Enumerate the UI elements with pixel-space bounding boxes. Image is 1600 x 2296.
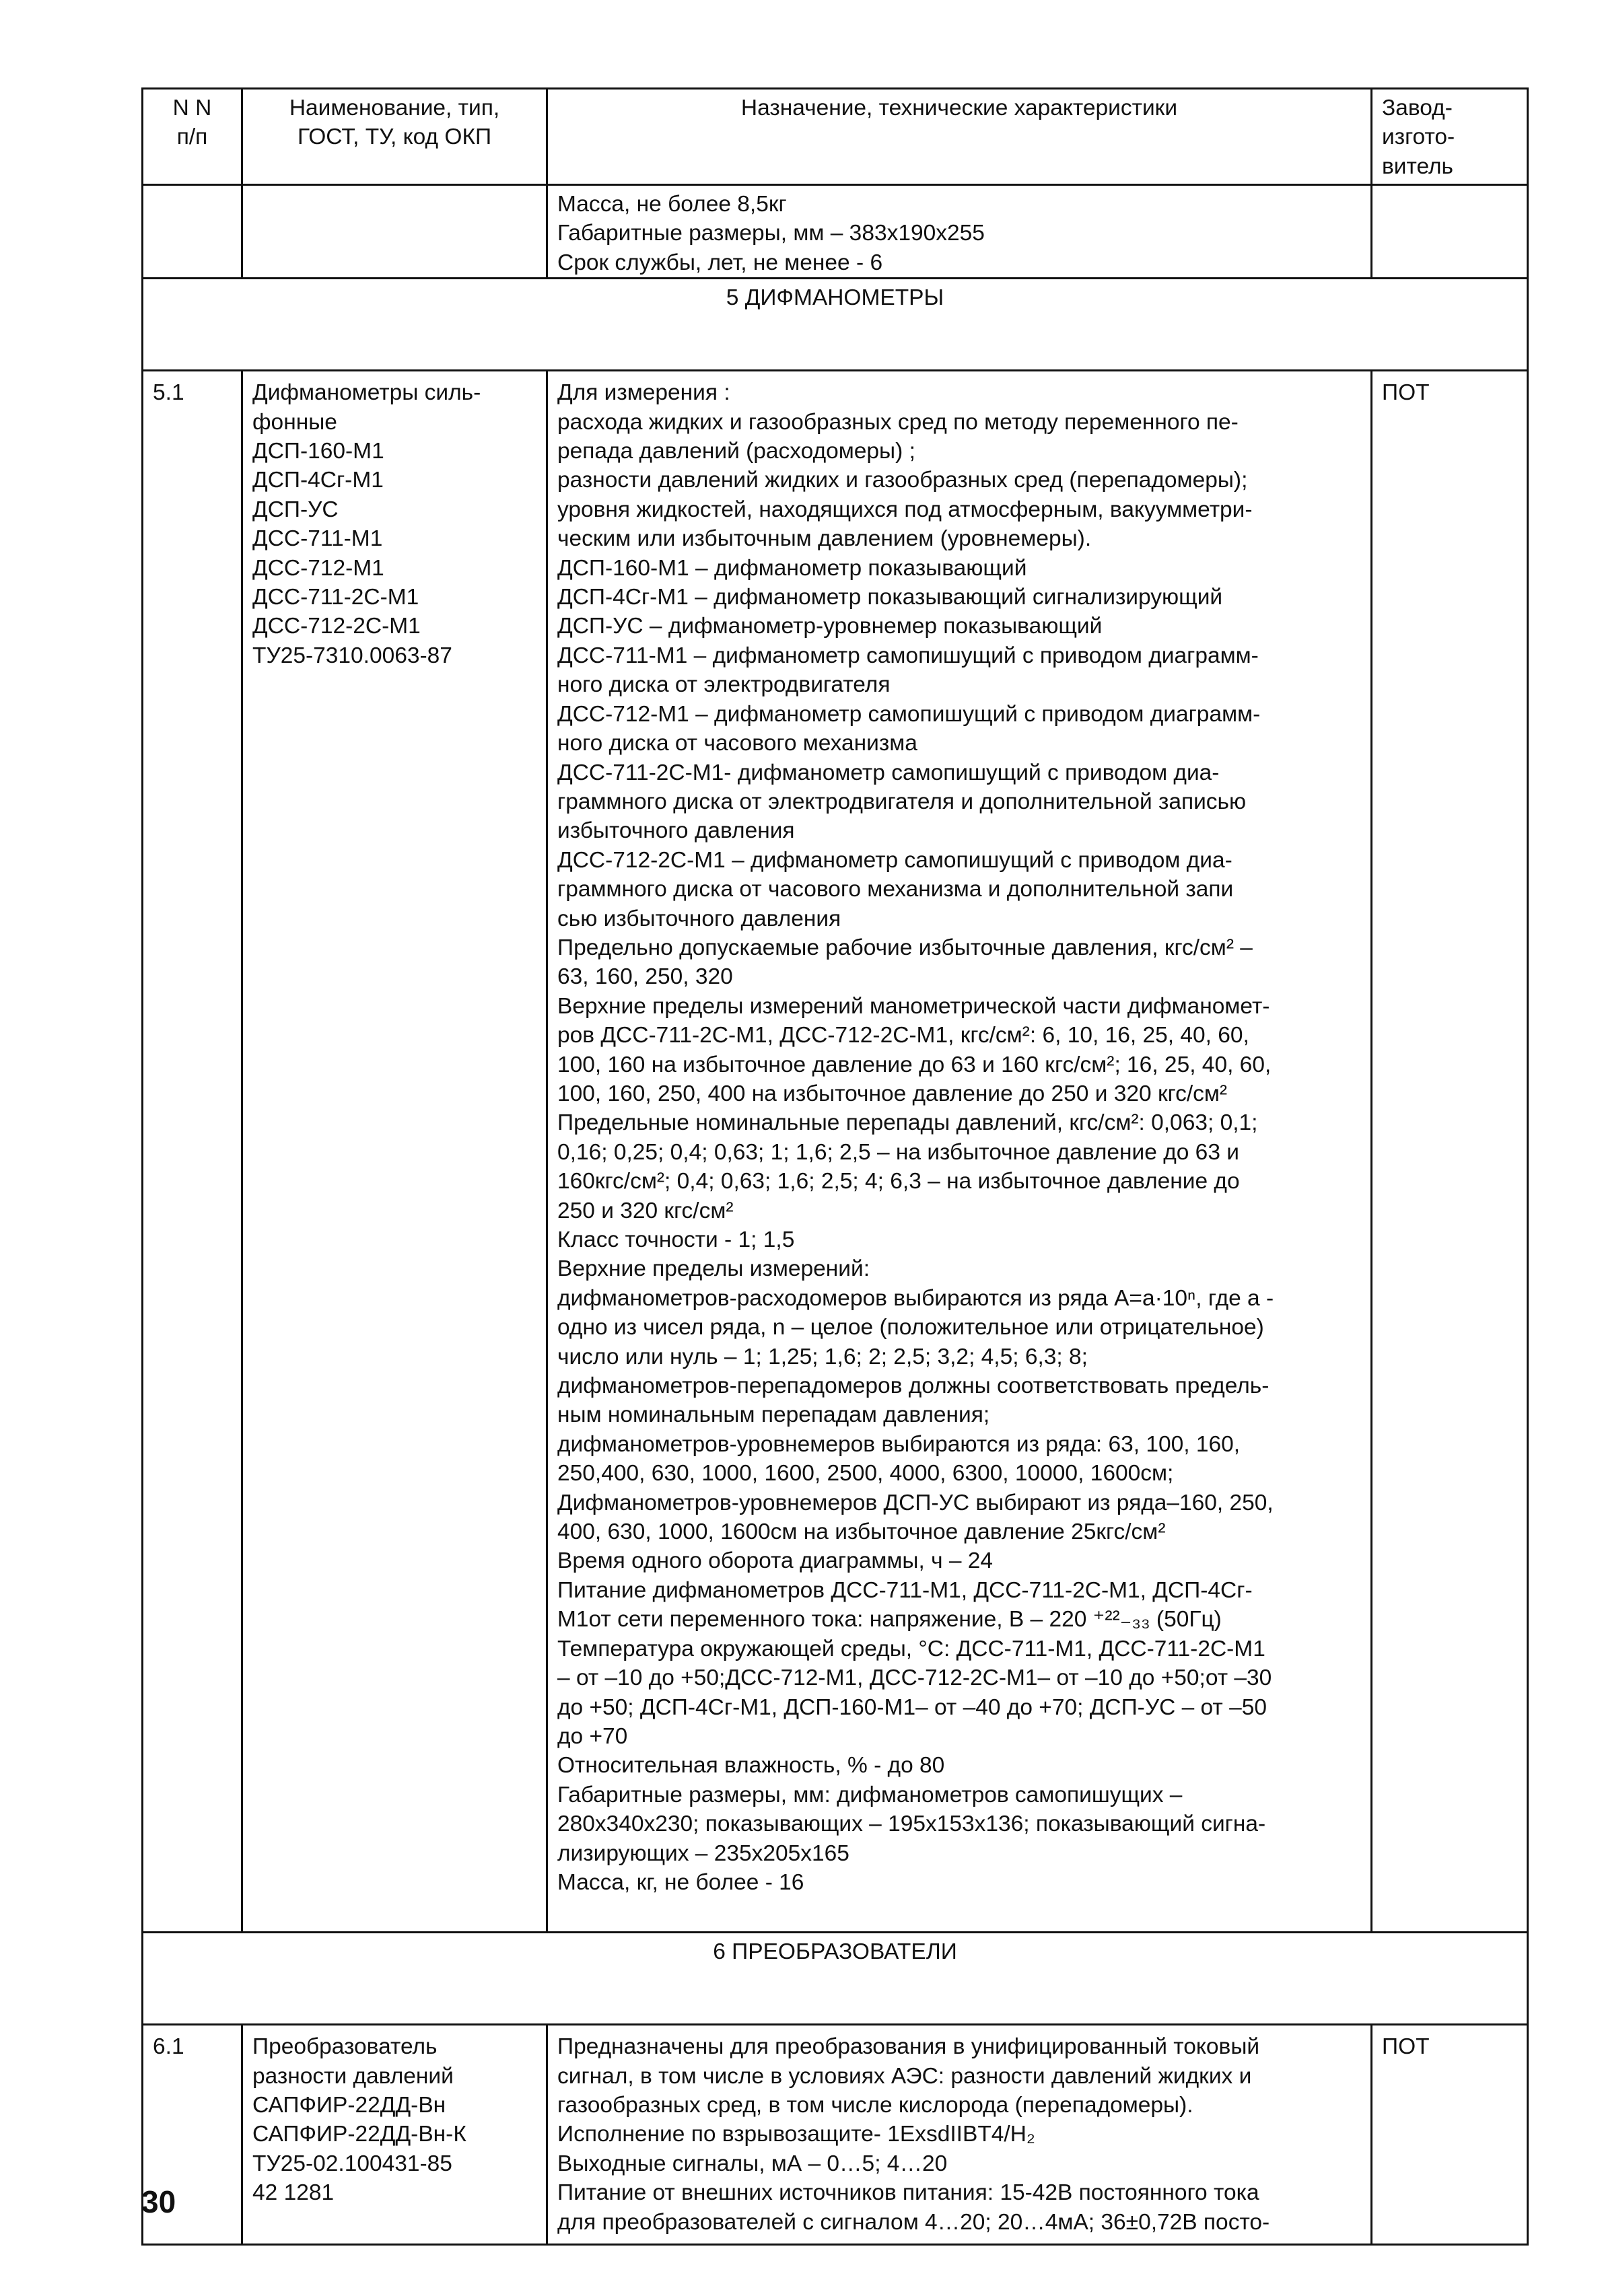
name-line: ТУ25-7310.0063-87	[252, 643, 452, 668]
name-line: ДСС-712-М1	[252, 555, 384, 581]
section-row	[143, 1933, 1528, 2025]
row-purpose-cell	[547, 371, 1372, 1933]
spec-line: расхода жидких и газообразных сред по методу переменного пе-	[557, 409, 1239, 435]
spec-line: Масса, кг, не более - 16	[557, 1869, 804, 1895]
header-text: N N	[172, 96, 212, 120]
spec-line: Для измерения :	[557, 380, 730, 406]
continuation-name-cell	[242, 185, 547, 279]
spec-line: Время одного оборота диаграммы, ч – 24	[557, 1548, 994, 1574]
continuation-row	[143, 185, 1528, 279]
continuation-maker-cell	[1372, 185, 1528, 279]
section-title: 6 ПРЕОБРАЗОВАТЕЛИ	[143, 1933, 1528, 2025]
spec-line: дифманометров-перепадомеров должны соответствовать предель-	[557, 1373, 1269, 1399]
spec-line: сигнал, в том числе в условиях АЭС: разности давлений жидких и	[557, 2063, 1252, 2089]
spec-line: Дифманометров-уровнемеров ДСП-УС выбирают из ряда–160, 250,	[557, 1490, 1274, 1515]
name-line: ДСП-4Сг-М1	[252, 468, 384, 493]
row-name-cell	[242, 371, 547, 1933]
spec-line: 250 и 320 кгс/см²	[557, 1198, 734, 1223]
header-num-cell	[143, 89, 242, 185]
header-text: Наименование, тип,	[289, 96, 500, 120]
name-line: ДСП-160-М1	[252, 439, 384, 464]
name-line: фонные	[252, 409, 337, 435]
spec-line: Верхние пределы измерений манометрической части дифманомет-	[557, 993, 1270, 1019]
spec-line: дифманометров-расходомеров выбираются из ряда А=а·10ⁿ, где а -	[557, 1285, 1274, 1311]
spec-line: ДСП-160-М1 – дифманометр показывающий	[557, 555, 1027, 581]
header-text: п/п	[176, 124, 208, 150]
name-line: САПФИР-22ДД-Вн-К	[252, 2122, 466, 2147]
section-title: 5 ДИФМАНОМЕТРЫ	[143, 279, 1528, 371]
table-row	[143, 371, 1528, 1933]
spec-table	[141, 87, 1529, 2246]
name-line: Преобразователь	[252, 2034, 438, 2060]
row-name-cell	[242, 2025, 547, 2245]
spec-line: 160кгс/см²; 0,4; 0,63; 1,6; 2,5; 4; 6,3 – на избыточное давление до	[557, 1169, 1240, 1194]
spec-line: Предельно допускаемые рабочие избыточные давления, кгс/см² –	[557, 935, 1253, 960]
spec-line: Температура окружающей среды, °С: ДСС-711-М1, ДСС-711-2С-М1	[557, 1636, 1265, 1661]
table-header-row	[143, 89, 1528, 185]
spec-line: Питание от внешних источников питания: 15-42В постоянного тока	[557, 2180, 1259, 2206]
spec-line: сью избыточного давления	[557, 906, 841, 931]
name-line: 42 1281	[252, 2180, 335, 2206]
spec-line: М1от сети переменного тока: напряжение, В – 220 ⁺²²₋₃₃ (50Гц)	[557, 1607, 1222, 1633]
spec-line: 280х340х230; показывающих – 195х153х136; показывающий сигна-	[557, 1811, 1266, 1837]
name-line: ДСС-711-2С-М1	[252, 585, 419, 610]
spec-line: Габаритные размеры, мм – 383х190х255	[557, 221, 985, 246]
spec-line: граммного диска от электродвигателя и дополнительной записью	[557, 789, 1247, 814]
spec-line: 100, 160, 250, 400 на избыточное давление до 250 и 320 кгс/см²	[557, 1081, 1228, 1106]
spec-line: ным номинальным перепадам давления;	[557, 1402, 990, 1428]
spec-line: Класс точности - 1; 1,5	[557, 1227, 795, 1252]
spec-line: репада давлений (расходомеры) ;	[557, 439, 915, 464]
spec-line: газообразных сред, в том числе кислорода (перепадомеры).	[557, 2093, 1193, 2118]
spec-line: Питание дифманометров ДСС-711-М1, ДСС-711-2С-М1, ДСП-4Сг-	[557, 1577, 1253, 1603]
header-maker-cell	[1372, 89, 1528, 185]
continuation-purpose-cell	[547, 185, 1372, 279]
name-line: ДСС-712-2С-М1	[252, 614, 421, 639]
row-maker: ПОТ	[1372, 371, 1528, 1933]
spec-line: 250,400, 630, 1000, 1600, 2500, 4000, 6300, 10000, 1600см;	[557, 1461, 1174, 1486]
name-line: разности давлений	[252, 2063, 454, 2089]
row-number: 6.1	[143, 2025, 242, 2245]
spec-line: ДСП-УС – дифманометр-уровнемер показывающий	[557, 614, 1103, 639]
row-purpose-cell	[547, 2025, 1372, 2245]
spec-line: ного диска от электродвигателя	[557, 672, 891, 698]
spec-line: Верхние пределы измерений:	[557, 1256, 870, 1282]
spec-line: ного диска от часового механизма	[557, 731, 917, 756]
spec-line: до +70	[557, 1723, 628, 1749]
spec-line: уровня жидкостей, находящихся под атмосферным, вакуумметри-	[557, 497, 1253, 522]
name-line: Дифманометры силь-	[252, 380, 481, 406]
spec-line: Срок службы, лет, не менее - 6	[557, 250, 883, 275]
header-name-cell	[242, 89, 547, 185]
spec-line: ДСС-711-2С-М1- дифманометр самопишущий с приводом диа-	[557, 760, 1220, 785]
header-text: витель	[1382, 153, 1453, 179]
name-line: ДСС-711-М1	[252, 526, 383, 552]
name-line: САПФИР-22ДД-Вн	[252, 2093, 446, 2118]
spec-line: ческим или избыточным давлением (уровнемеры).	[557, 526, 1092, 552]
spec-line: ДСС-712-2С-М1 – дифманометр самопишущий с приводом диа-	[557, 847, 1232, 873]
spec-line: ДСС-712-М1 – дифманометр самопишущий с приводом диаграмм-	[557, 701, 1261, 727]
spec-line: Предельные номинальные перепады давлений, кгс/см²: 0,063; 0,1;	[557, 1110, 1258, 1136]
row-number: 5.1	[143, 371, 242, 1933]
name-line: ТУ25-02.100431-85	[252, 2151, 452, 2176]
spec-line: Масса, не более 8,5кг	[557, 192, 787, 217]
table-row	[143, 2025, 1528, 2245]
spec-line: избыточного давления	[557, 818, 795, 844]
spec-line: дифманометров-уровнемеров выбираются из ряда: 63, 100, 160,	[557, 1431, 1241, 1457]
spec-line: Габаритные размеры, мм: дифманометров самопишущих –	[557, 1782, 1183, 1807]
page-number: 30	[141, 2184, 176, 2219]
spec-line: – от –10 до +50;ДСС-712-М1, ДСС-712-2С-М1– от –10 до +50;от –30	[557, 1665, 1272, 1691]
header-text: Назначение, технические характеристики	[740, 96, 1178, 120]
spec-line: разности давлений жидких и газообразных сред (перепадомеры);	[557, 468, 1248, 493]
spec-line: Предназначены для преобразования в унифицированный токовый	[557, 2034, 1260, 2060]
spec-line: для преобразователей с сигналом 4…20; 20…4мА; 36±0,72В посто-	[557, 2209, 1270, 2235]
spec-line: граммного диска от часового механизма и дополнительной запи	[557, 877, 1234, 902]
spec-line: до +50; ДСП-4Сг-М1, ДСП-160-М1– от –40 до +70; ДСП-УС – от –50	[557, 1694, 1267, 1720]
spec-line: число или нуль – 1; 1,25; 1,6; 2; 2,5; 3,2; 4,5; 6,3; 8;	[557, 1344, 1088, 1369]
spec-line: Исполнение по взрывозащите- 1ExsdIIBT4/H₂	[557, 2122, 1035, 2147]
spec-line: лизирующих – 235х205х165	[557, 1840, 849, 1866]
header-purpose-cell	[547, 89, 1372, 185]
spec-line: Выходные сигналы, мА – 0…5; 4…20	[557, 2151, 948, 2176]
name-line: ДСП-УС	[252, 497, 339, 522]
spec-line: Относительная влажность, % - до 80	[557, 1753, 945, 1779]
section-row	[143, 279, 1528, 371]
spec-line: 100, 160 на избыточное давление до 63 и 160 кгс/см²; 16, 25, 40, 60,	[557, 1052, 1272, 1077]
continuation-num-cell	[143, 185, 242, 279]
header-text: изгото-	[1382, 124, 1455, 150]
header-text: Завод-	[1382, 96, 1453, 120]
spec-line: ров ДСС-711-2С-М1, ДСС-712-2С-М1, кгс/см²: 6, 10, 16, 25, 40, 60,	[557, 1023, 1249, 1048]
spec-line: ДСП-4Сг-М1 – дифманометр показывающий сигнализирующий	[557, 585, 1223, 610]
spec-line: ДСС-711-М1 – дифманометр самопишущий с приводом диаграмм-	[557, 643, 1259, 668]
spec-line: 63, 160, 250, 320	[557, 964, 733, 990]
row-maker: ПОТ	[1372, 2025, 1528, 2245]
spec-line: 400, 630, 1000, 1600см на избыточное давление 25кгс/см²	[557, 1519, 1166, 1545]
spec-line: 0,16; 0,25; 0,4; 0,63; 1; 1,6; 2,5 – на избыточное давление до 63 и	[557, 1139, 1239, 1165]
spec-line: одно из чисел ряда, n – целое (положительное или отрицательное)	[557, 1315, 1264, 1340]
header-text: ГОСТ, ТУ, код ОКП	[297, 124, 492, 150]
